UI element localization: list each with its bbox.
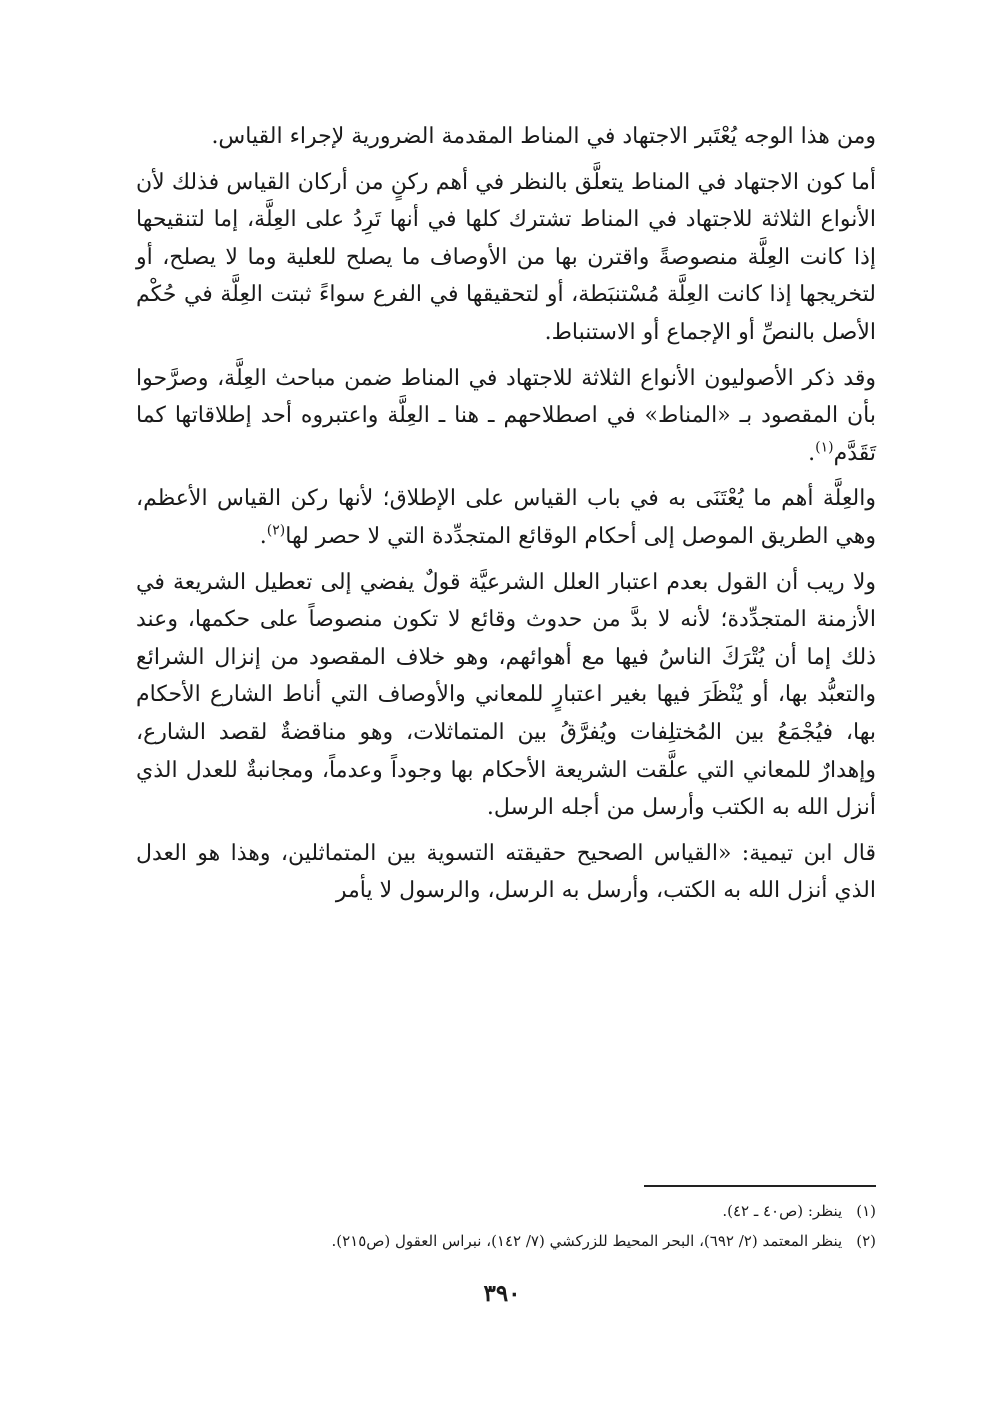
footnote-text: ينظر المعتمد (٢/ ٦٩٢)، البحر المحيط للزركشي (٧/ ١٤٢)، نبراس العقول (ص٢١٥). [331, 1232, 843, 1250]
footnote-divider [644, 1185, 876, 1187]
footnotes [136, 1200, 876, 1260]
paragraph-text: ومن هذا الوجه يُعْتَبر الاجتهاد في المناط المقدمة الضرورية لإجراء القياس. [211, 124, 876, 149]
footnote-2 [136, 1230, 876, 1252]
period: . [259, 523, 267, 549]
paragraph-4 [136, 480, 876, 555]
paragraph-3 [136, 360, 876, 473]
period: . [808, 440, 816, 466]
footnote-1 [136, 1200, 876, 1222]
paragraph-text: أما كون الاجتهاد في المناط يتعلَّق بالنظر في أهم ركنٍ من أركان القياس فذلك لأن الأنواع الثلاثة للاجتهاد في المناط تشترك كلها في أنها تَرِدُ على العِلَّة، إما لتنقيحها إذا كانت العِلَّة منصوصةً واقترن بها من الأوصاف ما يصلح للعلية وما لا يصلح، أو لتخريجها إذا كانت العِلَّة مُسْتنبَطة، أو لتحقيقها في الفرع سواءً ثبتت العِلَّة في حُكْم الأصل بالنصِّ أو الإجماع أو الاستنباط. [136, 169, 876, 345]
main-text [136, 118, 876, 918]
paragraph-6 [136, 835, 876, 910]
footnote-ref-1[interactable]: (١) [815, 439, 834, 456]
paragraph-5 [136, 564, 876, 827]
paragraph-1 [136, 118, 876, 156]
paragraph-text: والعِلَّة أهم ما يُعْتَنَى به في باب القياس على الإطلاق؛ لأنها ركن القياس الأعظم، وهي الطريق الموصل إلى أحكام الوقائع المتجدِّدة التي لا حصر لها [136, 486, 876, 549]
paragraph-text: قال ابن تيمية: «القياس الصحيح حقيقته التسوية بين المتماثلين، وهذا هو العدل الذي أنزل الله به الكتب، وأرسل به الرسل، والرسول لا يأمر [136, 840, 876, 904]
paragraph-text: وقد ذكر الأصوليون الأنواع الثلاثة للاجتهاد في المناط ضمن مباحث العِلَّة، وصرَّحوا بأن المقصود بـ «المناط» في اصطلاحهم ـ هنا ـ العِلَّة واعتبروه أحد إطلاقاتها كما تَقَدَّم [136, 365, 876, 466]
paragraph-text: ولا ريب أن القول بعدم اعتبار العلل الشرعيَّة قولٌ يفضي إلى تعطيل الشريعة في الأزمنة المتجدِّدة؛ لأنه لا بدَّ من حدوث وقائع لا تكون منصوصاً على حكمها، وعند ذلك إما أن يُتْرَكَ الناسُ فيها مع أهوائهم، وهو خلاف المقصود من إنزال الشرائع والتعبُّد بها، أو يُنْظَرَ فيها بغير اعتبارٍ للمعاني والأوصاف التي أناط الشارع الأحكام بها، فيُجْمَعُ بين المُختلِفات ويُفرَّقُ بين المتماثلات، وهو مناقضةٌ لقصد الشارع، وإهدارٌ للمعاني التي علَّقت الشريعة الأحكام بها وجوداً وعدماً، ومجانبةٌ للعدل الذي أنزل الله به الكتب وأرسل من أجله الرسل. [136, 569, 876, 821]
footnote-number: (١) [856, 1202, 876, 1220]
footnote-text: ينظر: (ص٤٠ ـ ٤٢). [722, 1202, 843, 1220]
page-number: ٣٩٠ [483, 1280, 521, 1307]
paragraph-2 [136, 164, 876, 352]
footnote-number: (٢) [856, 1232, 876, 1250]
footnote-ref-2[interactable]: (٢) [266, 522, 286, 539]
